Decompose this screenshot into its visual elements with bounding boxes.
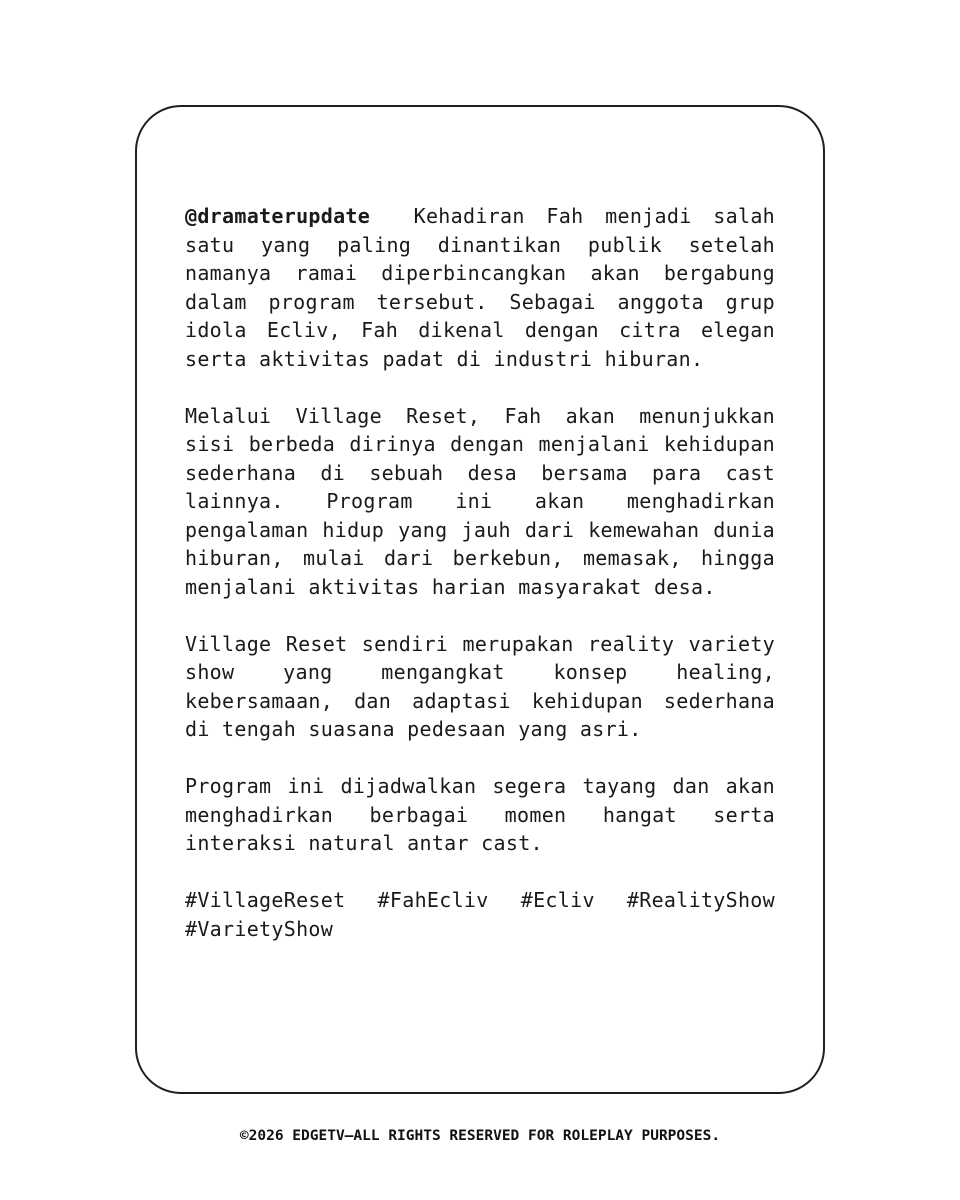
hashtag-row xyxy=(185,886,775,915)
hashtag-realityshow[interactable]: #RealityShow xyxy=(626,888,775,912)
post-paragraph-3: Village Reset sendiri merupakan reality variety show yang mengangkat konsep healing, kebersamaan, dan adaptasi kehidupan sederhana di tengah suasana pedesaan yang asri. xyxy=(185,631,775,741)
hashtag-ecliv[interactable]: #Ecliv xyxy=(520,888,595,912)
hashtag-fahecliv[interactable]: #FahEcliv xyxy=(377,888,489,912)
hashtag-villagereset[interactable]: #VillageReset xyxy=(185,888,346,912)
copyright-footer: ©2026 EDGETV—ALL RIGHTS RESERVED FOR ROLEPLAY PURPOSES. xyxy=(239,1128,721,1144)
post-paragraph-4: Program ini dijadwalkan segera tayang dan akan menghadirkan berbagai momen hangat serta interaksi natural antar cast. xyxy=(185,774,775,855)
paragraph-text: Kehadiran Fah menjadi salah satu yang paling dinantikan publik setelah namanya ramai diperbincangkan akan bergabung dalam program tersebut. Sebagai anggota grup idola Ecliv, Fah dikenal dengan citra elegan serta aktivitas padat di industri hiburan. xyxy=(185,204,775,371)
hashtag-list xyxy=(185,886,775,943)
hashtag-row xyxy=(185,915,775,944)
post-paragraph-2: Melalui Village Reset, Fah akan menunjukkan sisi berbeda dirinya dengan menjalani kehidupan sederhana di sebuah desa bersama para cast lainnya. Program ini akan menghadirkan pengalaman hidup yang jauh dari kemewahan dunia hiburan, mulai dari berkebun, memasak, hingga menjalani aktivitas harian masyarakat desa. xyxy=(185,403,775,599)
hashtag-varietyshow[interactable]: #VarietyShow xyxy=(185,916,334,941)
post-content xyxy=(185,202,775,943)
author-handle[interactable]: @dramaterupdate xyxy=(185,204,371,228)
post-paragraph-1 xyxy=(185,202,775,373)
